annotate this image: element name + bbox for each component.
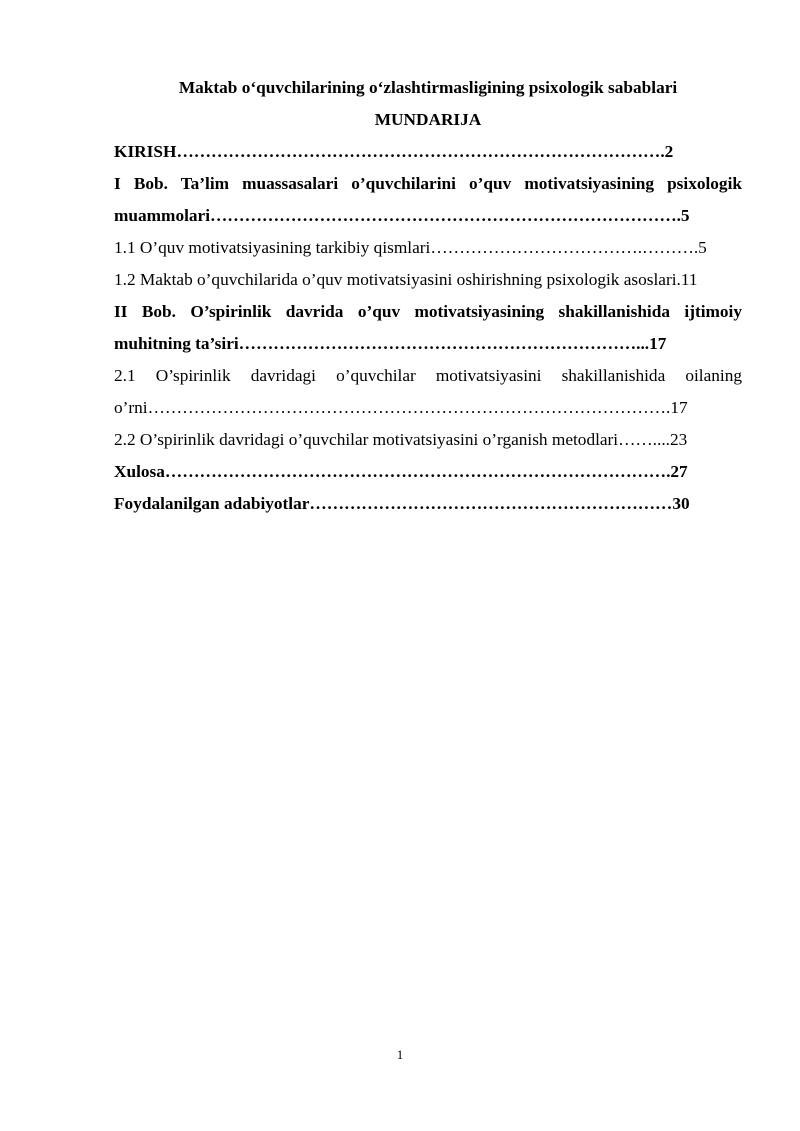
toc-entry-xulosa[interactable] <box>114 456 742 488</box>
toc-entry-title: Xulosa <box>114 462 165 481</box>
toc-entry-section-2-2[interactable] <box>114 424 742 456</box>
toc-entry-title: 2.1 O’spirinlik davridagi o’quvchilar motivatsiyasini shakillanishida oilaning o’rni <box>114 366 742 417</box>
toc-entry-title: I Bob. Ta’lim muassasalari o’quvchilarini o’quv motivatsiyasining psixologik muammolari <box>114 174 742 225</box>
page-content <box>114 72 742 520</box>
toc-page-number: 23 <box>669 430 688 449</box>
page-number-footer: 1 <box>396 1047 404 1062</box>
toc-entry-section-1-1[interactable] <box>114 232 742 264</box>
toc-page-number: 11 <box>680 270 698 289</box>
toc-entry-title: 2.2 O’spirinlik davridagi o’quvchilar motivatsiyasini o’rganish metodlari <box>114 430 619 449</box>
toc-entry-bibliography[interactable] <box>114 488 742 520</box>
toc-page-number: 30 <box>672 494 690 513</box>
toc-entry-kirish[interactable] <box>114 136 742 168</box>
toc-leader-dots: ……………………………….………. <box>430 238 699 257</box>
toc-leader-dots: ……………………………………………………………………………. <box>164 462 671 481</box>
toc-page-number: 17 <box>670 398 688 417</box>
toc-page-number: 17 <box>649 334 667 353</box>
document-title: Maktab o‘quvchilarining o‘zlashtirmasligining psixologik sabablari <box>178 78 678 97</box>
toc-leader-dots: …….... <box>618 430 670 449</box>
toc-leader-dots: ……………………………………………………… <box>309 494 673 513</box>
toc-entry-section-1-2[interactable] <box>114 264 742 296</box>
toc-entry-title: Foydalanilgan adabiyotlar <box>114 494 310 513</box>
toc-entry-title: II Bob. O’spirinlik davrida o’quv motivatsiyasining shakillanishida ijtimoiy muhitning ta’siri <box>114 302 742 353</box>
toc-entry-chapter-1[interactable] <box>114 168 742 232</box>
toc-page-number: 5 <box>698 238 707 257</box>
toc-entry-section-2-1[interactable] <box>114 360 742 424</box>
toc-entry-title: 1.1 O’quv motivatsiyasining tarkibiy qismlari <box>114 238 431 257</box>
toc-heading: MUNDARIJA <box>374 110 482 129</box>
toc-leader-dots: ……………………………………………………………... <box>238 334 650 353</box>
toc-entry-title: KIRISH <box>114 142 177 161</box>
toc-leader-dots: …………………………………………………………………………. <box>176 142 665 161</box>
toc-entry-chapter-2[interactable] <box>114 296 742 360</box>
toc-page-number: 2 <box>664 142 674 161</box>
toc-entry-title: 1.2 Maktab o’quvchilarida o’quv motivatsiyasini oshirishning psixologik asoslari. <box>114 270 681 289</box>
toc-page-number: 27 <box>670 462 688 481</box>
toc-page-number: 5 <box>680 206 690 225</box>
toc-leader-dots: ………………………………………………………………………………. <box>147 398 671 417</box>
toc-leader-dots: ………………………………………………………………………. <box>210 206 681 225</box>
